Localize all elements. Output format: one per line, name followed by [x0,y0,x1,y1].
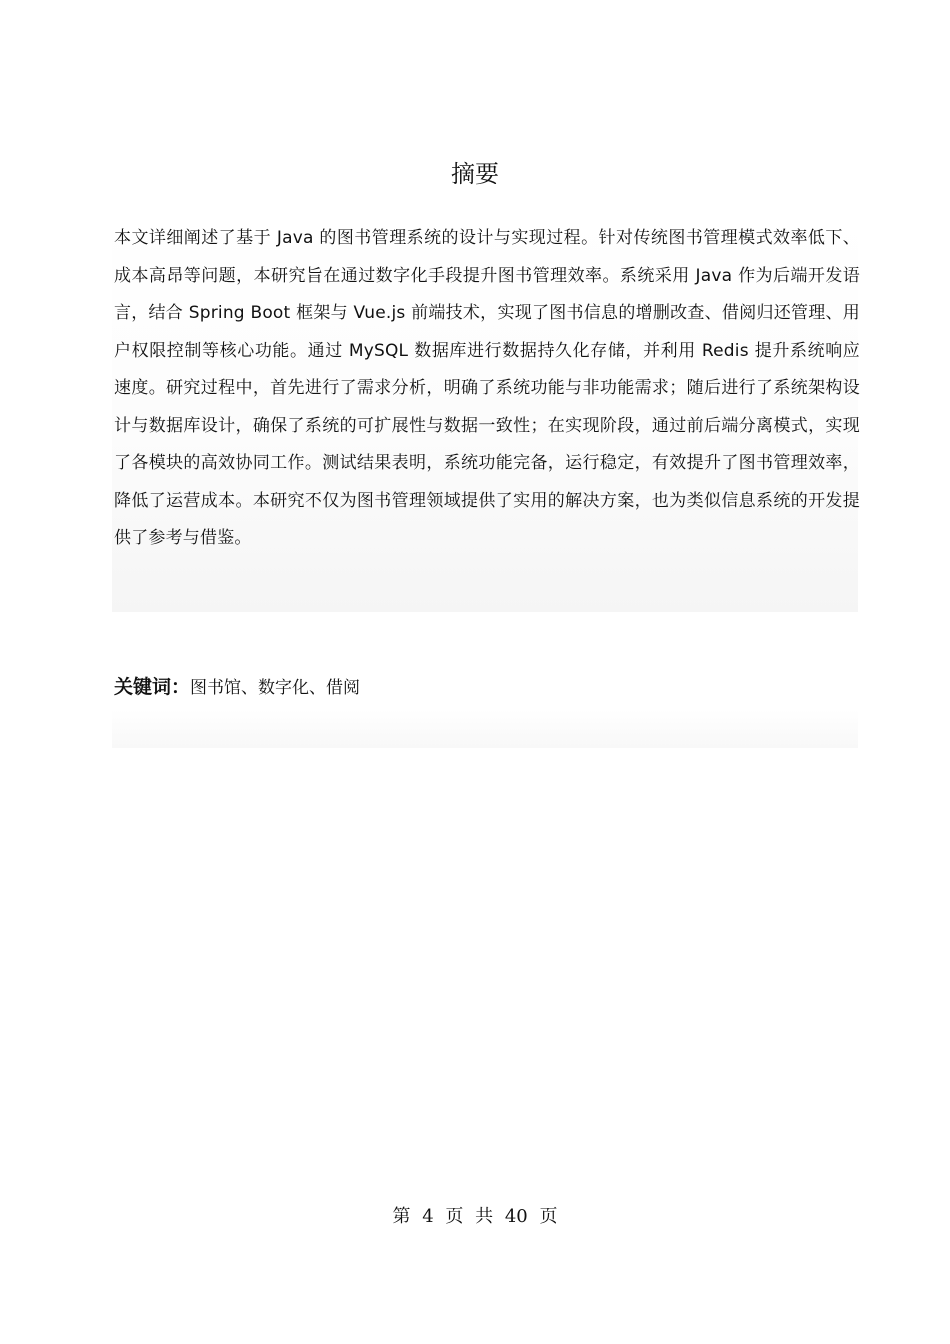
keywords-background [112,710,858,748]
page-title: 摘要 [451,160,499,188]
page-number-footer: 第 4 页 共 40 页 [392,1206,558,1227]
keywords-line [114,672,860,703]
keywords-value: 图书馆、数字化、借阅 [190,678,361,698]
abstract-paragraph: 本文详细阐述了基于 Java 的图书管理系统的设计与实现过程。针对传统图书管理模式效率低下、成本高昂等问题，本研究旨在通过数字化手段提升图书管理效率。系统采用 Java 作为后端开发语言，结合 Spring Boot 框架与 Vue.js 前端技术，实现了图书信息的增删改查、借阅归还管理、用户权限控制等核心功能。通过 MySQL 数据库进行数据持久化存储，并利用 Redis 提升系统响应速度。研究过程中，首先进行了需求分析，明确了系统功能与非功能需求；随后进行了系统架构设计与数据库设计，确保了系统的可扩展性与数据一致性；在实现阶段，通过前后端分离模式，实现了各模块的高效协同工作。测试结果表明，系统功能完备，运行稳定，有效提升了图书管理效率，降低了运营成本。本研究不仅为图书管理领域提供了实用的解决方案，也为类似信息系统的开发提供了参考与借鉴。 [114,228,860,548]
keywords-label: 关键词： [114,676,191,698]
